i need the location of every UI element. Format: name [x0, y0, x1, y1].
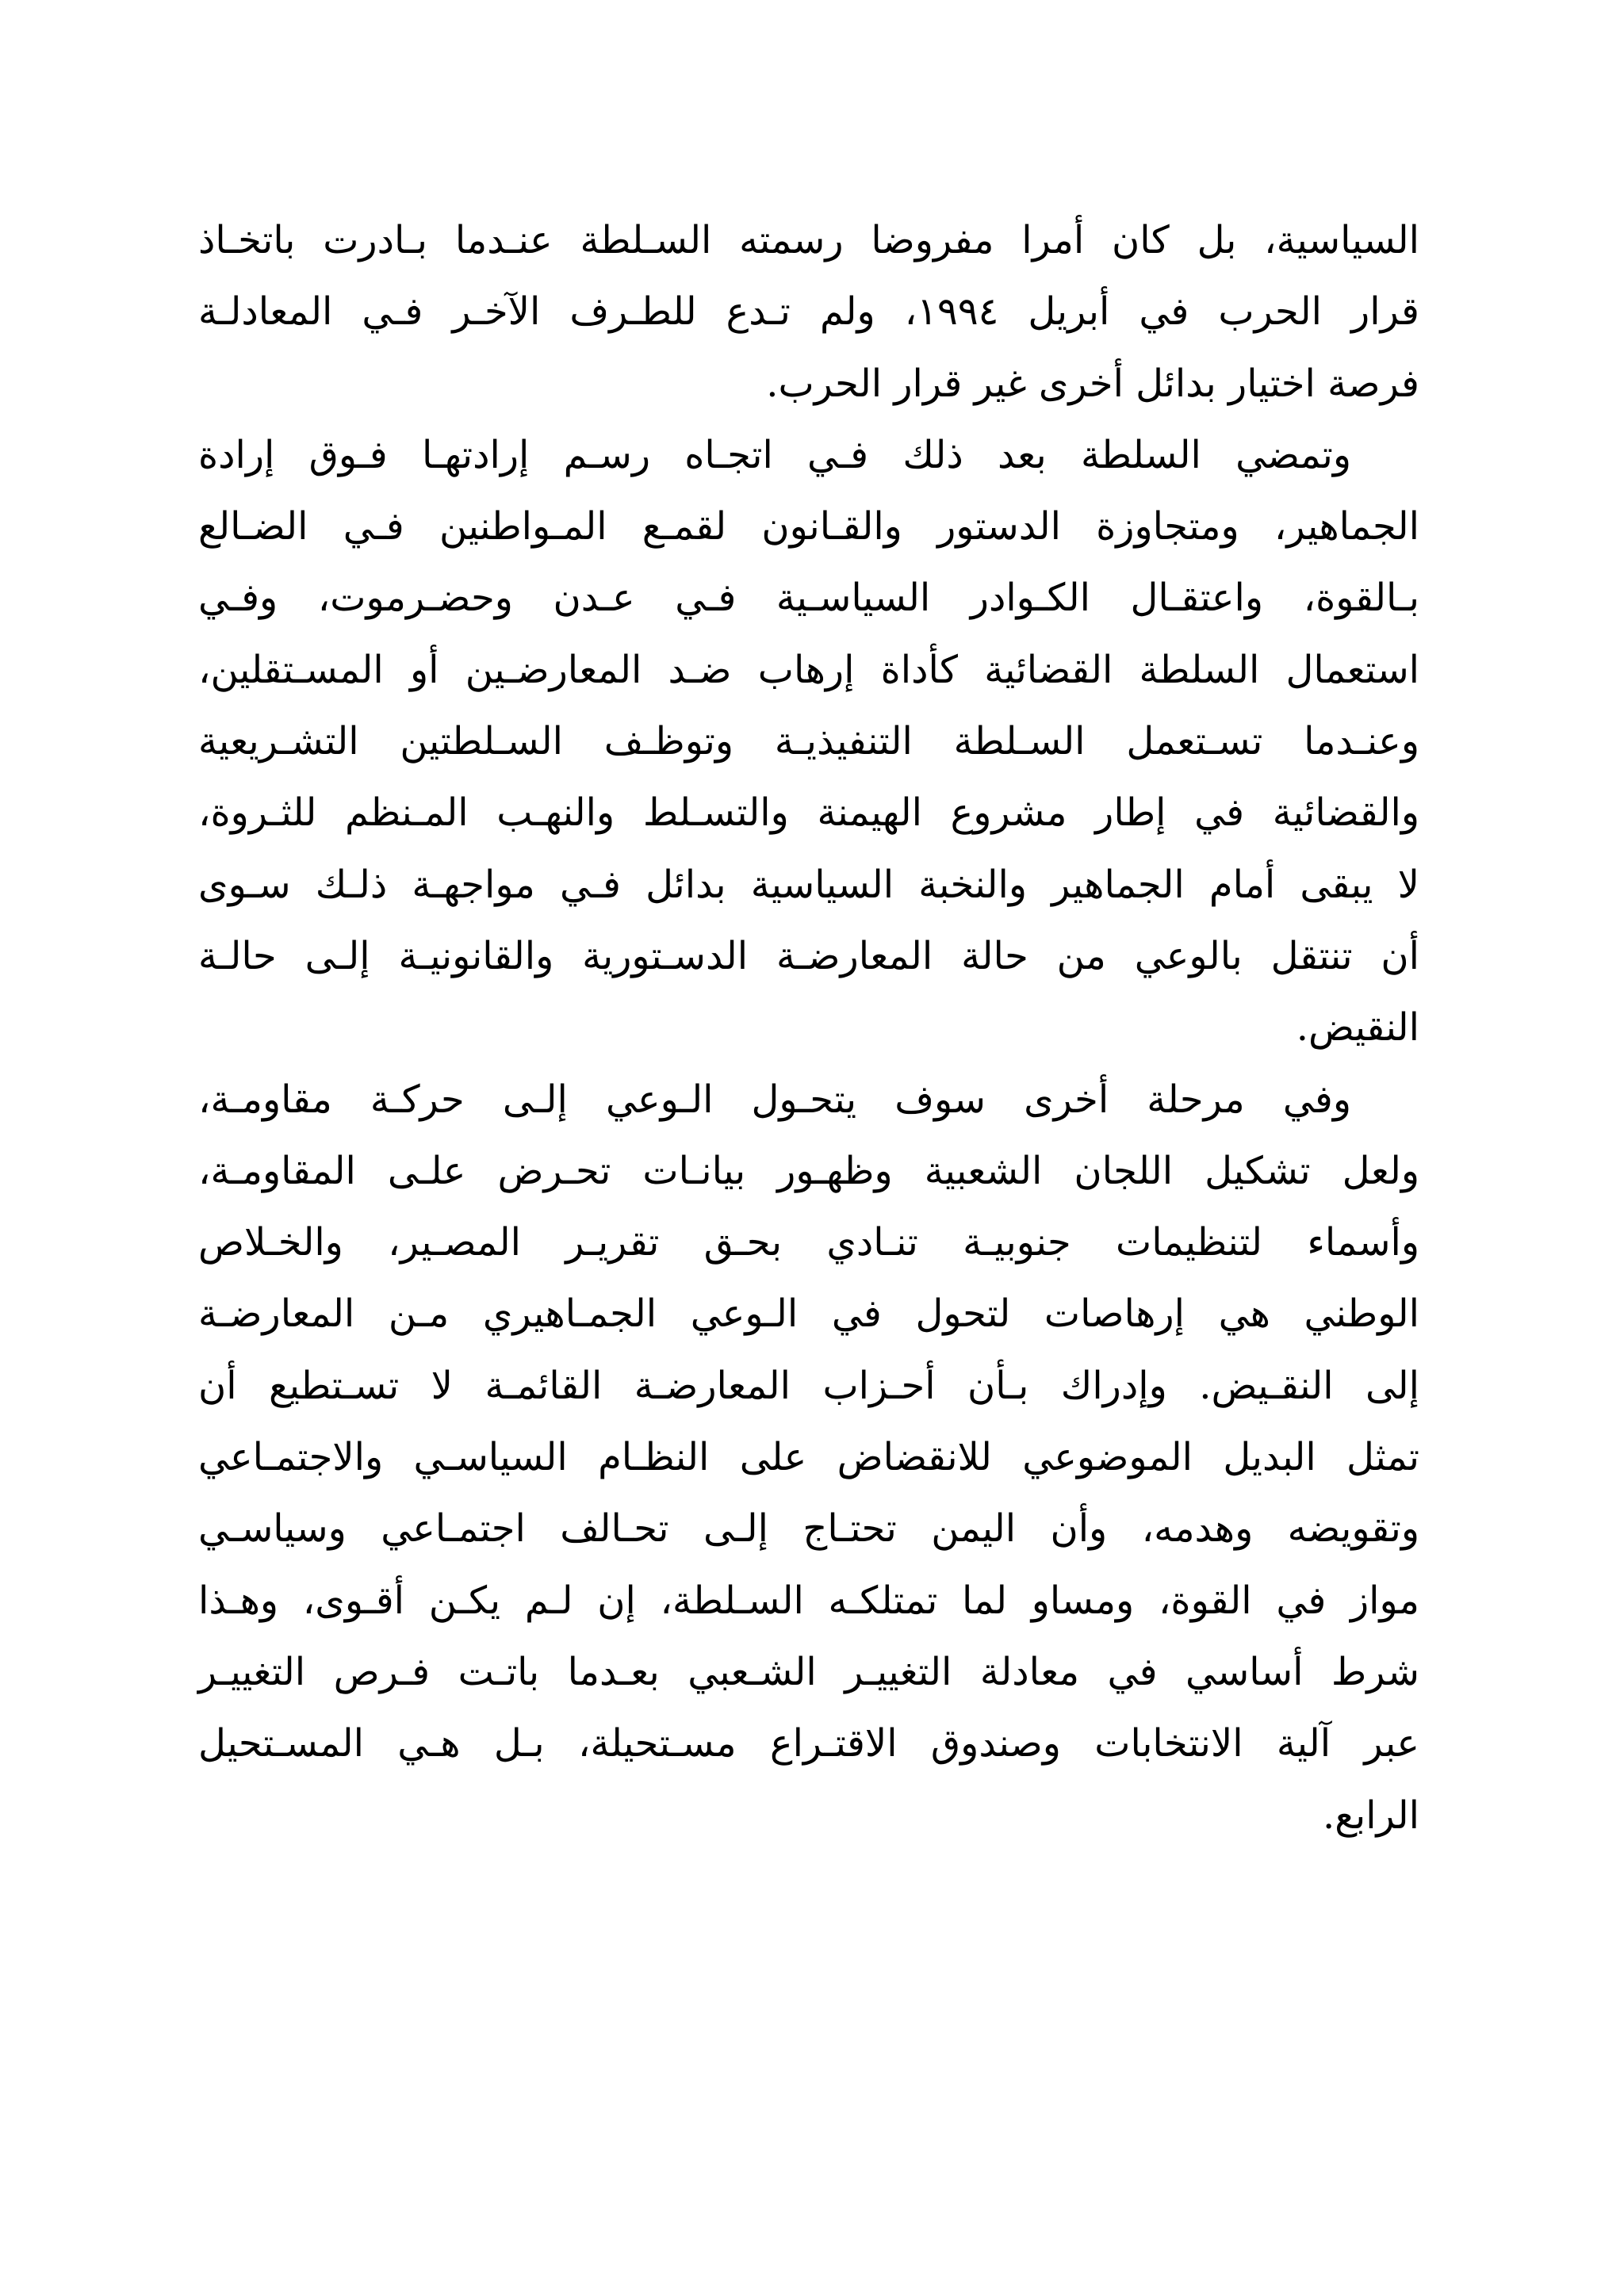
paragraph-3: [198, 1064, 1419, 1851]
text-line: الرابع.: [1323, 1793, 1419, 1838]
text-line: وتقويضه وهدمه، وأن اليمن تحتـاج إلـى تحـالف اجتمـاعي وسياسـي: [198, 1506, 1419, 1552]
text-line: عبر آلية الانتخابات وصندوق الاقتـراع مسـتحيلة، بـل هـي المسـتحيل: [198, 1721, 1419, 1766]
text-line: شرط أساسي في معادلة التغييـر الشـعبي بعـدما باتـت فـرص التغييـر: [198, 1649, 1419, 1694]
text-line: فرصة اختيار بدائل أخرى غير قرار الحرب.: [766, 361, 1419, 406]
text-line: إلى النقـيض. وإدراك بـأن أحـزاب المعارضـة القائمـة لا تسـتطيع أن: [198, 1363, 1419, 1408]
text-line: لا يبقى أمام الجماهير والنخبة السياسية بدائل فـي مواجهـة ذلـك سـوى: [198, 862, 1419, 907]
text-line: مواز في القوة، ومساو لما تمتلكـه السـلطة، إن لـم يكـن أقـوى، وهـذا: [198, 1578, 1419, 1623]
text-line: أن تنتقل بالوعي من حالة المعارضـة الدسـتورية والقانونيـة إلـى حالـة: [198, 933, 1419, 978]
text-line: الوطني هي إرهاصات لتحول في الـوعي الجمـاهيري مـن المعارضـة: [198, 1292, 1419, 1337]
text-line: بـالقوة، واعتقـال الكـوادر السياسـية فـي عـدن وحضـرموت، وفـي: [198, 576, 1419, 621]
text-line: ولعل تشكيل اللجان الشعبية وظهـور بيانـات تحـرض علـى المقاومـة،: [198, 1148, 1419, 1193]
article-text: [198, 205, 1419, 1851]
text-line: النقيض.: [1296, 1005, 1419, 1050]
text-line: السياسية، بل كان أمرا مفروضا رسمته السـلطة عنـدما بـادرت باتخـاذ: [198, 218, 1420, 262]
text-line: وأسماء لتنظيمات جنوبيـة تنـادي بحـق تقريـر المصـير، والخـلاص: [198, 1220, 1419, 1265]
text-line: وتمضي السلطة بعد ذلك فـي اتجـاه رسـم إرادتهـا فـوق إرادة: [198, 432, 1351, 477]
text-line: والقضائية في إطار مشروع الهيمنة والتسـلط والنهـب المـنظم للثـروة،: [198, 790, 1419, 836]
paragraph-2: [198, 419, 1419, 1064]
text-line: تمثل البديل الموضوعي للانقضاض على النظـام السياسـي والاجتمـاعي: [198, 1435, 1419, 1480]
paragraph-1: [198, 205, 1419, 419]
text-line: استعمال السلطة القضائية كأداة إرهاب ضـد المعارضـين أو المسـتقلين،: [198, 647, 1419, 692]
text-line: الجماهير، ومتجاوزة الدستور والقـانون لقمـع المـواطنين فـي الضـالع: [198, 504, 1419, 549]
text-line: وفي مرحلة أخرى سوف يتحـول الـوعي إلـى حركـة مقاومـة،: [198, 1077, 1351, 1122]
text-line: وعنـدما تسـتعمل السـلطة التنفيذيـة وتوظـف السـلطتين التشـريعية: [198, 719, 1419, 764]
text-line: قرار الحرب في أبريل ١٩٩٤، ولم تـدع للطـرف الآخـر فـي المعادلـة: [198, 289, 1419, 335]
